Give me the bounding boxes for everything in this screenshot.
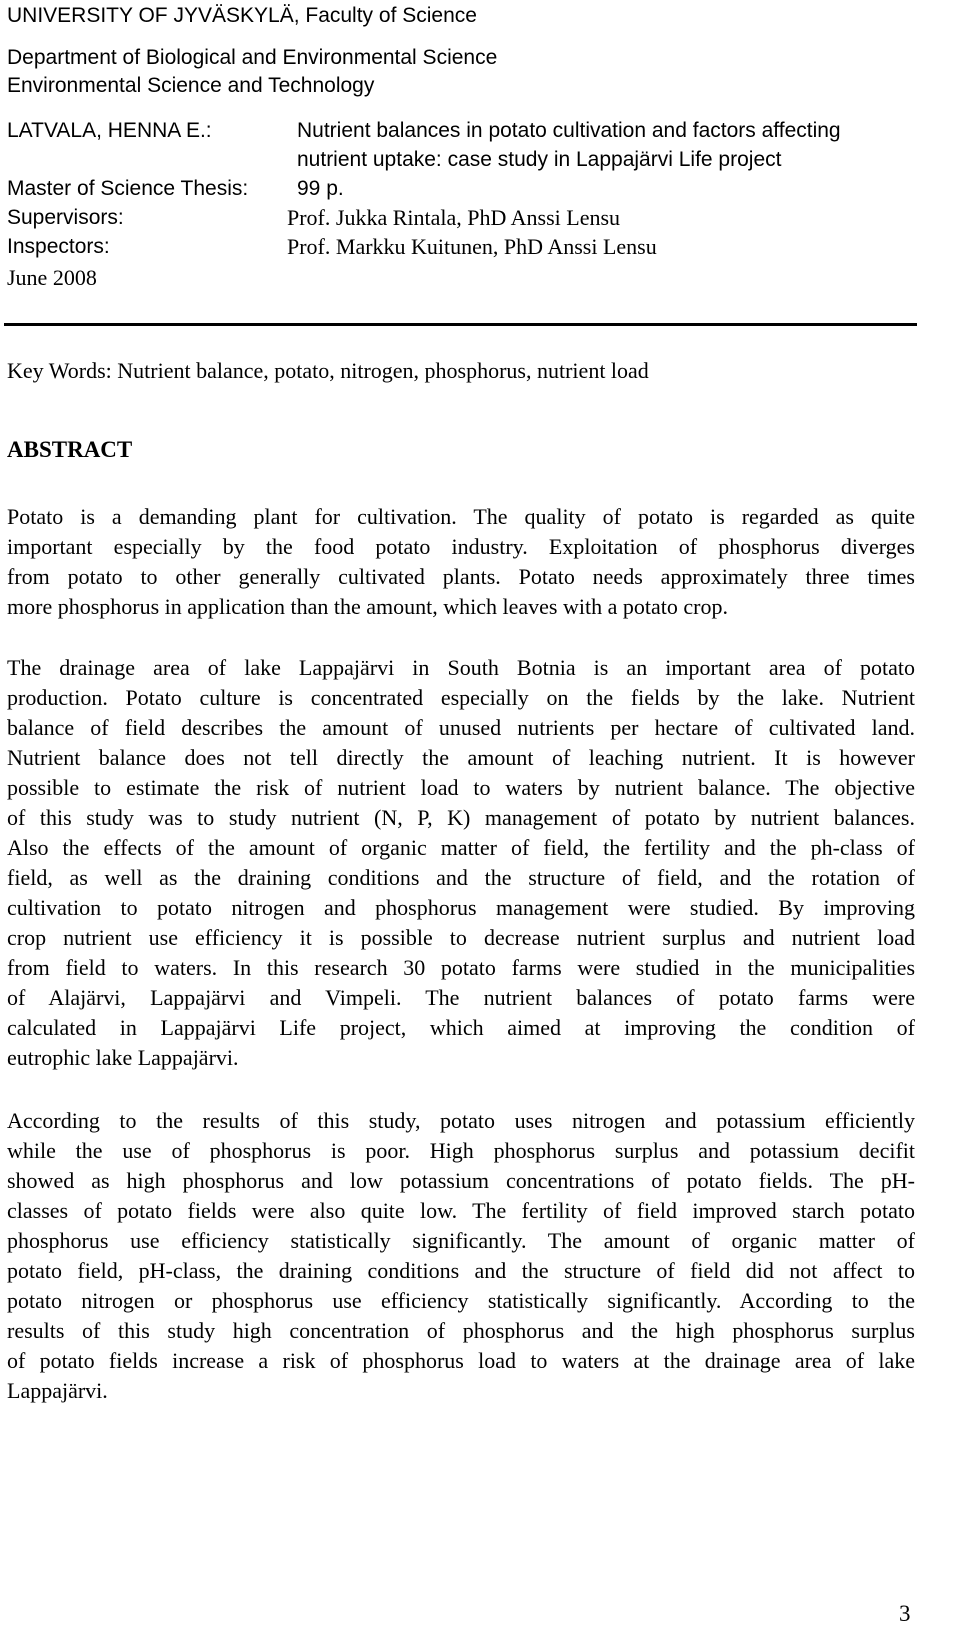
abstract-paragraph-3 bbox=[7, 1106, 915, 1406]
author-label: LATVALA, HENNA E.: bbox=[7, 119, 212, 142]
text-line: while the use of phosphorus is poor. High phosphorus surplus and potassium decifit bbox=[7, 1138, 915, 1163]
text-line: of this study was to study nutrient (N, P, K) management of potato by nutrient balances. bbox=[7, 805, 915, 830]
keywords-line: Key Words: Nutrient balance, potato, nitrogen, phosphorus, nutrient load bbox=[7, 358, 649, 383]
text-line: The drainage area of lake Lappajärvi in South Botnia is an important area of potato bbox=[7, 655, 915, 680]
text-line: crop nutrient use efficiency it is possible to decrease nutrient surplus and nutrient load bbox=[7, 925, 915, 950]
text-line: results of this study high concentration of phosphorus and the high phosphorus surplus bbox=[7, 1318, 915, 1343]
university-faculty-line: UNIVERSITY OF JYVÄSKYLÄ, Faculty of Science bbox=[7, 4, 477, 27]
page-number: 3 bbox=[899, 1601, 911, 1626]
text-line: cultivation to potato nitrogen and phosphorus management were studied. By improving bbox=[7, 895, 915, 920]
supervisors-value: Prof. Jukka Rintala, PhD Anssi Lensu bbox=[287, 205, 621, 230]
text-line: calculated in Lappajärvi Life project, which aimed at improving the condition of bbox=[7, 1015, 915, 1040]
abstract-paragraph-2 bbox=[7, 653, 915, 1073]
text-line: important especially by the food potato industry. Exploitation of phosphorus diverges bbox=[7, 534, 915, 559]
inspectors-label: Inspectors: bbox=[7, 235, 110, 258]
text-line: of Alajärvi, Lappajärvi and Vimpeli. The nutrient balances of potato farms were bbox=[7, 985, 915, 1010]
text-line: more phosphorus in application than the amount, which leaves with a potato crop. bbox=[7, 594, 728, 619]
text-line: possible to estimate the risk of nutrient load to waters by nutrient balance. The objective bbox=[7, 775, 915, 800]
text-line: classes of potato fields were also quite low. The fertility of field improved starch potato bbox=[7, 1198, 915, 1223]
abstract-paragraph-1 bbox=[7, 502, 915, 622]
text-line: According to the results of this study, potato uses nitrogen and potassium efficiently bbox=[7, 1108, 915, 1133]
page-count: 99 p. bbox=[297, 177, 344, 200]
thesis-title-line-1: Nutrient balances in potato cultivation and factors affecting bbox=[297, 119, 841, 142]
programme-line: Environmental Science and Technology bbox=[7, 74, 375, 97]
text-line: Potato is a demanding plant for cultivation. The quality of potato is regarded as quite bbox=[7, 504, 915, 529]
text-line: from field to waters. In this research 30 potato farms were studied in the municipalities bbox=[7, 955, 915, 980]
supervisors-label: Supervisors: bbox=[7, 206, 124, 229]
submission-date: June 2008 bbox=[7, 265, 97, 290]
text-line: Lappajärvi. bbox=[7, 1378, 108, 1403]
text-line: of potato fields increase a risk of phosphorus load to waters at the drainage area of lake bbox=[7, 1348, 915, 1373]
text-line: production. Potato culture is concentrated especially on the fields by the lake. Nutrient bbox=[7, 685, 915, 710]
inspectors-value: Prof. Markku Kuitunen, PhD Anssi Lensu bbox=[287, 234, 657, 259]
text-line: showed as high phosphorus and low potassium concentrations of potato fields. The pH- bbox=[7, 1168, 915, 1193]
text-line: balance of field describes the amount of unused nutrients per hectare of cultivated land. bbox=[7, 715, 915, 740]
horizontal-rule bbox=[4, 323, 917, 326]
text-line: field, as well as the draining conditions and the structure of field, and the rotation of bbox=[7, 865, 915, 890]
text-line: Nutrient balance does not tell directly the amount of leaching nutrient. It is however bbox=[7, 745, 915, 770]
text-line: from potato to other generally cultivated plants. Potato needs approximately three times bbox=[7, 564, 915, 589]
text-line: eutrophic lake Lappajärvi. bbox=[7, 1045, 239, 1070]
text-line: potato nitrogen or phosphorus use efficiency statistically significantly. According to the bbox=[7, 1288, 915, 1313]
text-line: potato field, pH-class, the draining conditions and the structure of field did not affect to bbox=[7, 1258, 915, 1283]
thesis-type-label: Master of Science Thesis: bbox=[7, 177, 249, 200]
text-line: phosphorus use efficiency statistically significantly. The amount of organic matter of bbox=[7, 1228, 915, 1253]
department-line: Department of Biological and Environmental Science bbox=[7, 46, 498, 69]
abstract-heading: ABSTRACT bbox=[7, 437, 133, 462]
text-line: Also the effects of the amount of organic matter of field, the fertility and the ph-class of bbox=[7, 835, 915, 860]
thesis-title-line-2: nutrient uptake: case study in Lappajärvi Life project bbox=[297, 148, 782, 171]
